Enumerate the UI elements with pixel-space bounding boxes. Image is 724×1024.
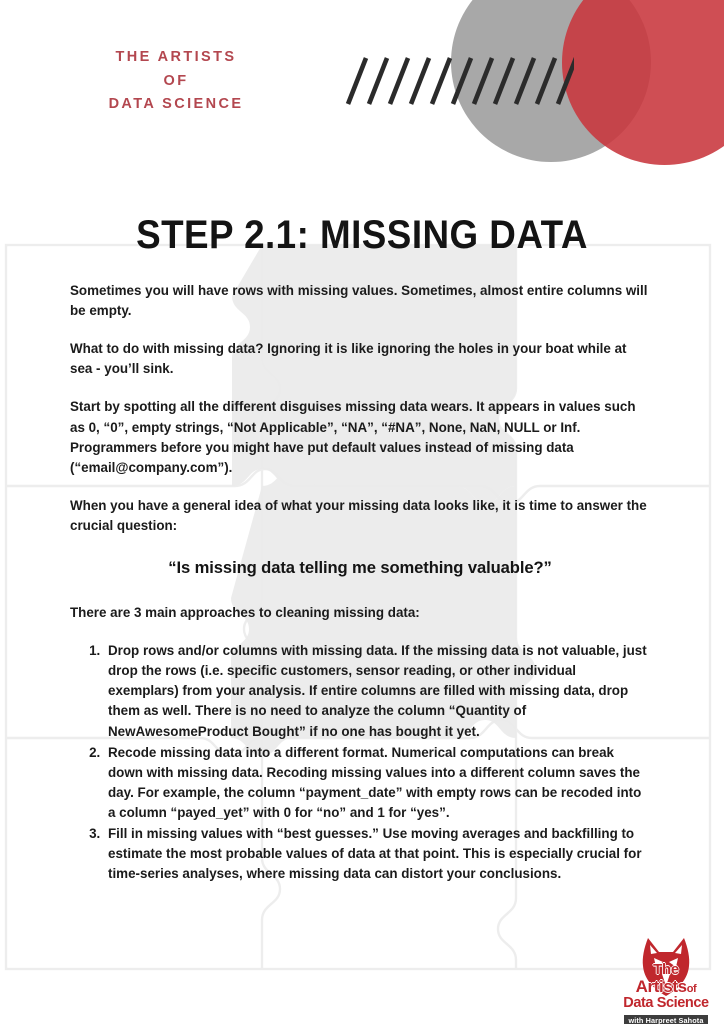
- logo-line-2-main: Artists: [635, 977, 687, 996]
- list-item: 2. Recode missing data into a different format. Numerical computations can break down with missing data. Recoding missing values into a different column saves the day. For example, the column “payment_date” with empty rows can be recoded into a column “payed_yet” with 0 for “no” and 1 for “yes”.: [104, 743, 650, 823]
- logo-line-2: [614, 978, 718, 995]
- brand-wordmark: [78, 46, 274, 117]
- paragraph: Start by spotting all the different disguises missing data wears. It appears in values such as 0, “0”, empty strings, “Not Applicable”, “NA”, “#NA”, None, NaN, NULL or Inf. Programmers before you might have put default values instead of missing data (“email@company.com”).: [70, 399, 636, 475]
- approaches-list: [70, 641, 650, 884]
- list-item: 1. Drop rows and/or columns with missing data. If the missing data is not valuable, just drop the rows (i.e. specific customers, sensor reading, or other individual exemplars) from your analysis. If entire columns are filled with missing data, drop them as well. There is no need to analyze the column “Quantity of NewAwesomeProduct Bought” if no one has bought it yet.: [104, 641, 650, 742]
- logo-line-2-small: of: [686, 983, 697, 995]
- brand-line-2: OF: [163, 72, 189, 89]
- red-circle: [562, 0, 724, 165]
- gray-circle: [451, 0, 651, 162]
- list-intro: There are 3 main approaches to cleaning missing data:: [70, 604, 420, 620]
- document-body: [70, 281, 650, 885]
- logo-text: [614, 962, 718, 1024]
- brand-line-1: THE ARTISTS: [115, 49, 237, 65]
- page-title: STEP 2.1: MISSING DATA: [136, 212, 588, 257]
- logo-line-3: Data Science: [623, 995, 709, 1011]
- list-item: 3. Fill in missing values with “best guesses.” Use moving averages and backfilling to estimate the most probable values of data at that point. This is especially crucial for time-series analyses, where missing data can distort your conclusions.: [104, 824, 650, 884]
- brand-line-3: DATA SCIENCE: [108, 96, 244, 113]
- paragraph: Sometimes you will have rows with missing values. Sometimes, almost entire columns will be empty.: [70, 283, 648, 319]
- pull-quote: “Is missing data telling me something valuable?”: [168, 558, 552, 578]
- diagonal-slashes: [344, 56, 574, 106]
- footer-logo: [614, 936, 718, 1024]
- paragraph: When you have a general idea of what your missing data looks like, it is time to answer the crucial question:: [70, 497, 647, 533]
- logo-line-1: The: [653, 961, 679, 978]
- logo-byline: with Harpreet Sahota: [624, 1015, 709, 1024]
- paragraph: What to do with missing data? Ignoring it is like ignoring the holes in your boat while at sea - you’ll sink.: [70, 341, 627, 377]
